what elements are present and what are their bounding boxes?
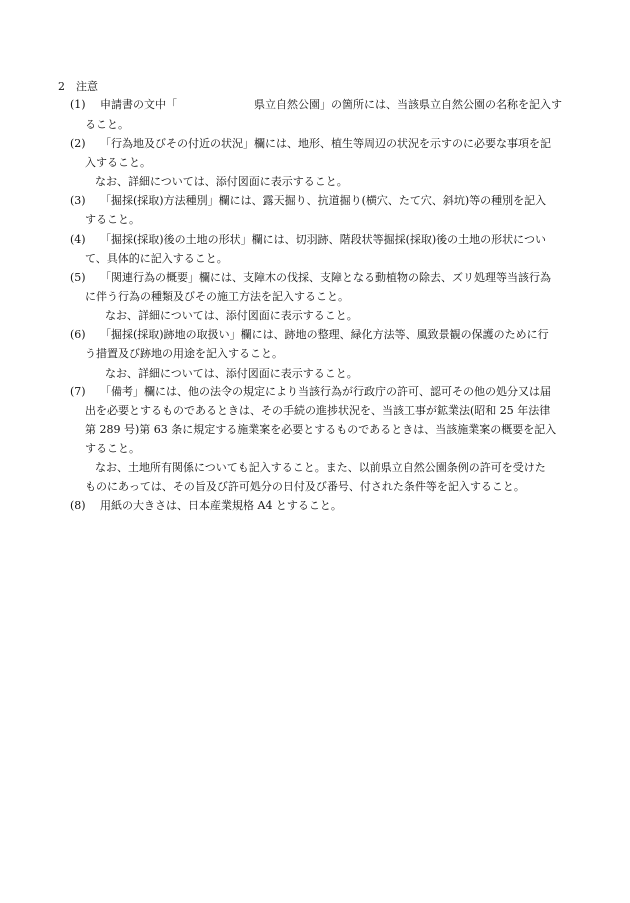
item-number: (6) <box>70 328 86 341</box>
item-number: (8) <box>70 499 86 512</box>
item-text-line: 「行為地及びその付近の状況」欄には、地形、植生等周辺の状況を示すのに必要な事項を記 <box>100 137 551 150</box>
item-text-line: て、具体的に記入すること。 <box>85 252 228 265</box>
item-text-line: ること。 <box>85 118 129 131</box>
item-note-line: なお、詳細については、添付図面に表示すること。 <box>95 175 348 188</box>
item-text-line: 「備考」欄には、他の法令の規定により当該行為が行政庁の許可、認可その他の処分又は届 <box>100 385 551 398</box>
item-text-line: に伴う行為の種類及びその施工方法を記入すること。 <box>85 290 349 303</box>
item-text-line: ものにあっては、その旨及び許可処分の日付及び番号、付された条件等を記入すること。 <box>85 480 525 493</box>
item-text-line: 第 289 号)第 63 条に規定する施業案を必要とするものであるときは、当該施業案の概要を記入 <box>85 423 557 436</box>
item-number: (4) <box>70 233 86 246</box>
item-number: (1) <box>70 98 86 111</box>
item-text-line: 用紙の大きさは、日本産業規格 A4 とすること。 <box>100 499 342 512</box>
item-text-line: すること。 <box>85 213 140 226</box>
item-text-line: 申請書の文中「 県立自然公園」の箇所には、当該県立自然公園の名称を記入す <box>100 98 562 111</box>
item-text-line: 出を必要とするものであるときは、その手続の進捗状況を、当該工事が鉱業法(昭和 25 年法律 <box>85 404 551 417</box>
item-text-line: すること。 <box>85 442 140 455</box>
item-text-line: 入すること。 <box>85 156 151 169</box>
item-number: (2) <box>70 137 86 150</box>
section-number: 2 <box>58 80 65 93</box>
item-note-line: なお、詳細については、添付図面に表示すること。 <box>105 309 358 322</box>
item-note-line: なお、土地所有関係についても記入すること。また、以前県立自然公園条例の許可を受けた <box>95 461 546 474</box>
item-number: (5) <box>70 271 86 284</box>
item-note-line: なお、詳細については、添付図面に表示すること。 <box>105 367 358 380</box>
item-number: (7) <box>70 385 86 398</box>
section-title: 注意 <box>76 80 98 93</box>
item-number: (3) <box>70 194 86 207</box>
item-text-line: 「掘採(採取)後の土地の形状」欄には、切羽跡、階段状等掘採(採取)後の土地の形状につい <box>100 233 546 246</box>
item-text-line: う措置及び跡地の用途を記入すること。 <box>85 347 283 360</box>
item-text-line: 「掘採(採取)跡地の取扱い」欄には、跡地の整理、緑化方法等、風致景観の保護のために行 <box>100 328 549 341</box>
item-text-line: 「関連行為の概要」欄には、支障木の伐採、支障となる動植物の除去、ズリ処理等当該行為 <box>100 271 551 284</box>
item-text-line: 「掘採(採取)方法種別」欄には、露天掘り、抗道掘り(横穴、たて穴、斜坑)等の種別を記入 <box>100 194 547 207</box>
